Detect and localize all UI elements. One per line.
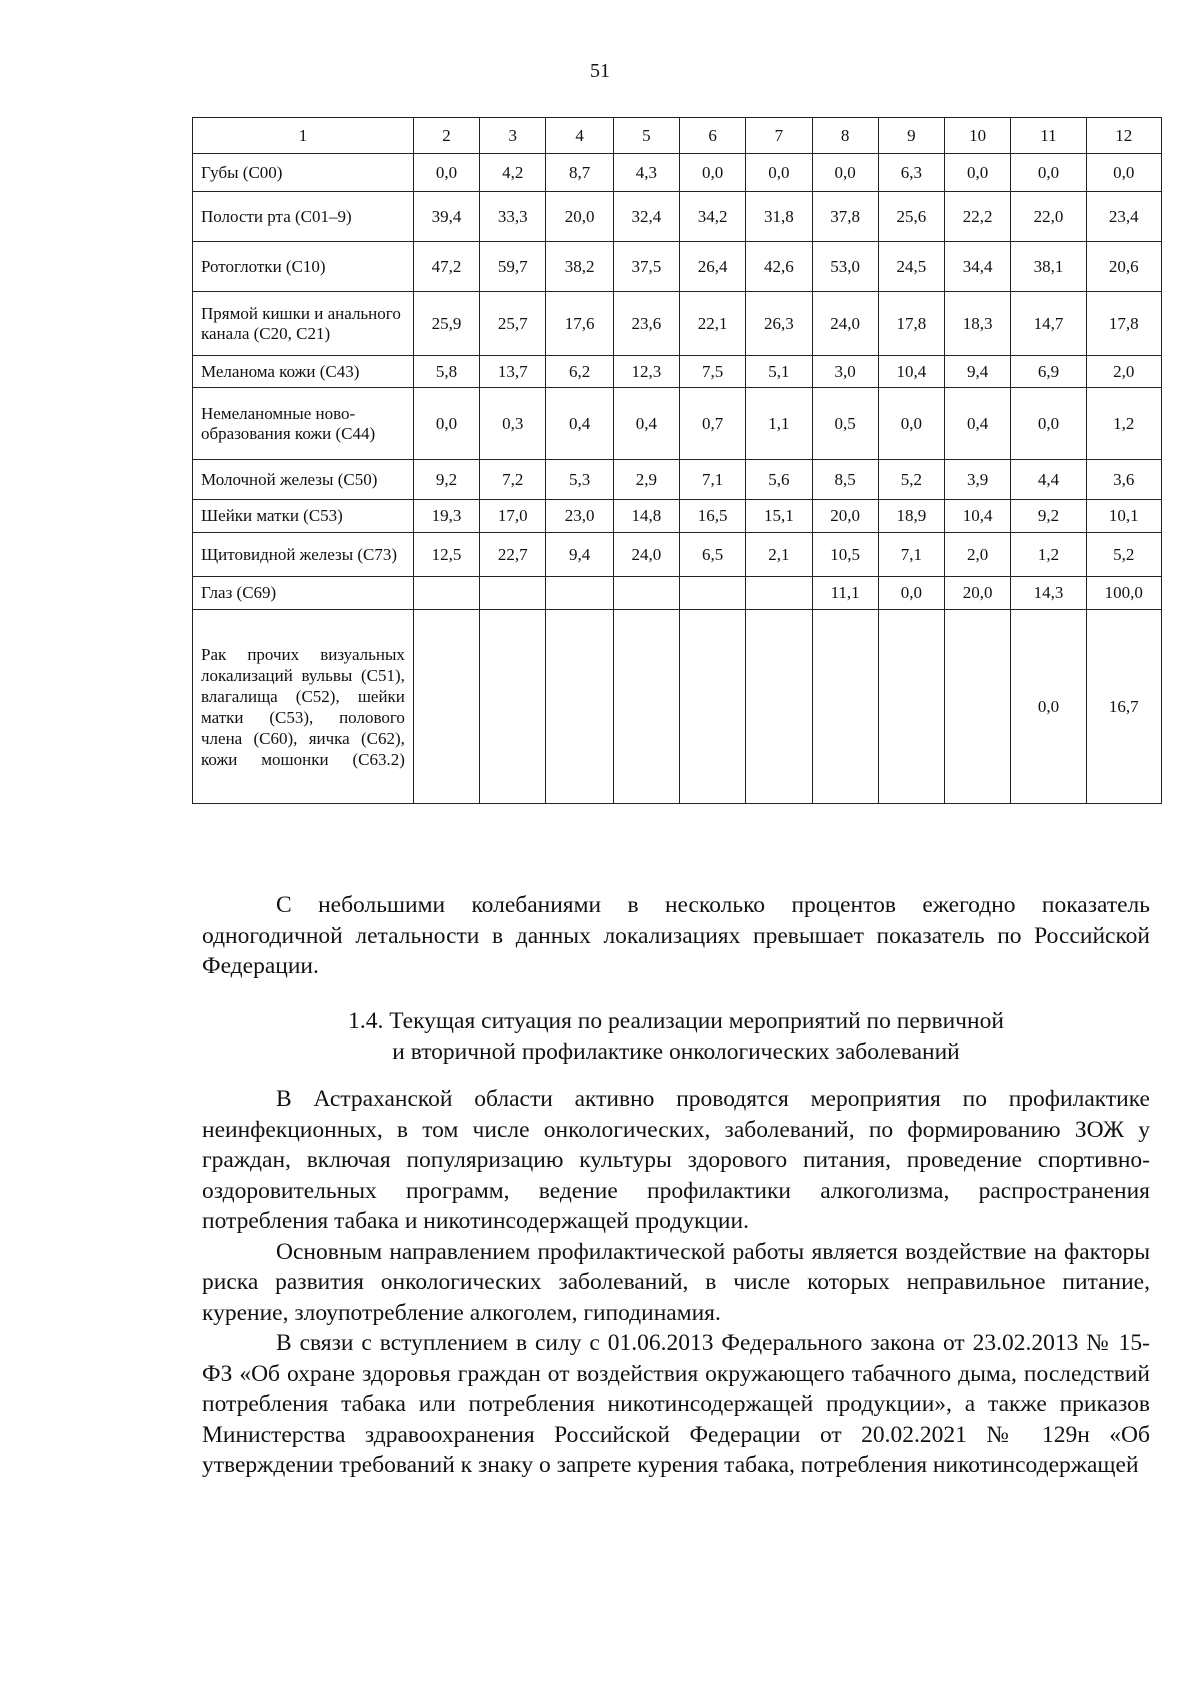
table-cell: 4,4 xyxy=(1011,460,1086,500)
table-cell xyxy=(413,610,479,804)
row-label: Немеланомные ново-образования кожи (С44) xyxy=(193,388,414,460)
table-cell: 10,4 xyxy=(878,356,944,388)
table-cell xyxy=(613,577,679,610)
table-row xyxy=(193,533,1162,577)
table-cell: 47,2 xyxy=(413,242,479,292)
table-cell: 2,0 xyxy=(1086,356,1161,388)
table-cell: 7,1 xyxy=(679,460,745,500)
column-header: 8 xyxy=(812,118,878,154)
paragraph-text: Основным направлением профилактической работы является воздействие на факторы риска развития онкологических заболеваний, в числе которых неправильное питание, курение, злоупотребление алкоголем, гиподинамия. xyxy=(202,1238,1150,1326)
table-cell: 5,2 xyxy=(1086,533,1161,577)
table-cell: 59,7 xyxy=(480,242,546,292)
table-cell: 31,8 xyxy=(746,192,812,242)
row-label: Шейки матки (С53) xyxy=(193,500,414,533)
table-cell xyxy=(546,577,613,610)
table-cell: 0,4 xyxy=(546,388,613,460)
column-header: 2 xyxy=(413,118,479,154)
table-cell: 18,9 xyxy=(878,500,944,533)
table-cell: 6,2 xyxy=(546,356,613,388)
table-cell: 2,1 xyxy=(746,533,812,577)
paragraph-text: В связи с вступлением в силу с 01.06.2013 Федерального закона от 23.02.2013 № 15-ФЗ «Об охране здоровья граждан от воздействия окружающего табачного дыма, последствий потребления табака или потребления никотинсодержащей продукции», а также приказов Министерства здравоохранения Российской Федерации от 20.02.2021 № 129н «Об утверждении требований к знаку о запрете курения табака, потребления никотинсодержащей xyxy=(202,1330,1150,1478)
row-label: Щитовидной железы (С73) xyxy=(193,533,414,577)
table-cell: 17,8 xyxy=(878,292,944,356)
table-cell: 25,6 xyxy=(878,192,944,242)
table-row xyxy=(193,610,1162,804)
table-cell: 20,0 xyxy=(945,577,1011,610)
table-cell: 6,3 xyxy=(878,154,944,192)
table-cell: 2,9 xyxy=(613,460,679,500)
table-cell: 13,7 xyxy=(480,356,546,388)
table-cell: 3,0 xyxy=(812,356,878,388)
table-cell: 100,0 xyxy=(1086,577,1161,610)
page-number: 51 xyxy=(590,60,610,82)
table-cell: 8,7 xyxy=(546,154,613,192)
table-cell: 0,4 xyxy=(613,388,679,460)
table-cell: 53,0 xyxy=(812,242,878,292)
table-cell: 16,7 xyxy=(1086,610,1161,804)
table-cell xyxy=(746,577,812,610)
table-cell: 22,2 xyxy=(945,192,1011,242)
table-cell: 0,0 xyxy=(1011,154,1086,192)
table-cell xyxy=(613,610,679,804)
table-cell: 4,3 xyxy=(613,154,679,192)
table-cell: 25,9 xyxy=(413,292,479,356)
table-cell: 3,6 xyxy=(1086,460,1161,500)
table-cell: 6,9 xyxy=(1011,356,1086,388)
table-cell: 5,6 xyxy=(746,460,812,500)
row-label: Ротоглотки (С10) xyxy=(193,242,414,292)
table-row xyxy=(193,577,1162,610)
table-cell: 0,0 xyxy=(1011,388,1086,460)
row-label: Глаз (С69) xyxy=(193,577,414,610)
table-cell: 23,6 xyxy=(613,292,679,356)
table-cell xyxy=(746,610,812,804)
table-cell: 7,1 xyxy=(878,533,944,577)
table-cell xyxy=(679,577,745,610)
table-cell: 5,2 xyxy=(878,460,944,500)
table-cell: 19,3 xyxy=(413,500,479,533)
table-cell: 34,4 xyxy=(945,242,1011,292)
table-cell: 0,0 xyxy=(812,154,878,192)
table-row xyxy=(193,356,1162,388)
column-header: 10 xyxy=(945,118,1011,154)
table-cell: 3,9 xyxy=(945,460,1011,500)
table-cell: 0,0 xyxy=(679,154,745,192)
table-cell: 0,0 xyxy=(746,154,812,192)
table-cell: 0,3 xyxy=(480,388,546,460)
table-row xyxy=(193,388,1162,460)
table-cell: 38,2 xyxy=(546,242,613,292)
table-cell: 0,5 xyxy=(812,388,878,460)
table-cell xyxy=(480,610,546,804)
table-cell: 0,0 xyxy=(413,388,479,460)
table-cell: 20,0 xyxy=(812,500,878,533)
table-cell: 0,0 xyxy=(945,154,1011,192)
table-cell: 4,2 xyxy=(480,154,546,192)
table-cell: 24,5 xyxy=(878,242,944,292)
section-body xyxy=(202,1084,1150,1481)
table-cell xyxy=(679,610,745,804)
table-cell: 22,7 xyxy=(480,533,546,577)
table-cell: 23,0 xyxy=(546,500,613,533)
section-heading-line-1: 1.4. Текущая ситуация по реализации мероприятий по первичной xyxy=(348,1008,1004,1034)
section-heading xyxy=(202,1006,1150,1067)
row-label: Полости рта (С01–9) xyxy=(193,192,414,242)
table-cell: 7,2 xyxy=(480,460,546,500)
table-cell: 39,4 xyxy=(413,192,479,242)
table-cell: 20,6 xyxy=(1086,242,1161,292)
table-cell xyxy=(945,610,1011,804)
section-heading-line-2: и вторичной профилактике онкологических заболеваний xyxy=(392,1038,960,1065)
table-cell: 10,4 xyxy=(945,500,1011,533)
table-row xyxy=(193,192,1162,242)
table-cell: 10,1 xyxy=(1086,500,1161,533)
table-cell: 26,4 xyxy=(679,242,745,292)
table-cell: 0,7 xyxy=(679,388,745,460)
column-header: 1 xyxy=(193,118,414,154)
table-cell: 17,6 xyxy=(546,292,613,356)
table-row xyxy=(193,242,1162,292)
table-cell: 5,1 xyxy=(746,356,812,388)
table-cell: 0,0 xyxy=(1011,610,1086,804)
table-cell: 33,3 xyxy=(480,192,546,242)
paragraph-text: В Астраханской области активно проводятся мероприятия по профилактике неинфекционных, в том числе онкологических, заболеваний, по формированию ЗОЖ у граждан, включая популяризацию культуры здорового питания, проведение спортивно-оздоровительных программ, ведение профилактики алкоголизма, распространения потребления табака и никотинсодержащей продукции. xyxy=(202,1086,1150,1234)
table-cell: 34,2 xyxy=(679,192,745,242)
row-label: Рак прочих визуальных локализаций вульвы (С51), влагалища (С52), шейки матки (С53), полового члена (С60), яичка (С62), кожи мошонки (С63.2) xyxy=(193,610,414,804)
table-cell: 15,1 xyxy=(746,500,812,533)
table-cell: 9,4 xyxy=(546,533,613,577)
column-header: 4 xyxy=(546,118,613,154)
table-cell xyxy=(546,610,613,804)
row-label: Губы (С00) xyxy=(193,154,414,192)
table-cell: 32,4 xyxy=(613,192,679,242)
table-row xyxy=(193,460,1162,500)
table-cell: 37,8 xyxy=(812,192,878,242)
table-cell: 1,1 xyxy=(746,388,812,460)
table-cell: 25,7 xyxy=(480,292,546,356)
table-cell: 24,0 xyxy=(812,292,878,356)
table-cell xyxy=(413,577,479,610)
table-cell: 9,4 xyxy=(945,356,1011,388)
table-cell: 5,8 xyxy=(413,356,479,388)
table-row xyxy=(193,154,1162,192)
paragraph-text: С небольшими колебаниями в несколько процентов ежегодно показатель одногодичной летальности в данных локализациях превышает показатель по Российской Федерации. xyxy=(202,892,1150,979)
mortality-table xyxy=(192,117,1162,804)
table-cell: 0,0 xyxy=(878,577,944,610)
table-cell: 22,0 xyxy=(1011,192,1086,242)
table-cell: 26,3 xyxy=(746,292,812,356)
table-cell xyxy=(878,610,944,804)
table-header-row xyxy=(193,118,1162,154)
table-cell: 11,1 xyxy=(812,577,878,610)
table-cell: 8,5 xyxy=(812,460,878,500)
table-cell: 12,3 xyxy=(613,356,679,388)
paragraph-summary xyxy=(202,890,1150,982)
column-header: 7 xyxy=(746,118,812,154)
table-cell: 6,5 xyxy=(679,533,745,577)
column-header: 12 xyxy=(1086,118,1161,154)
column-header: 5 xyxy=(613,118,679,154)
table-cell: 16,5 xyxy=(679,500,745,533)
table-cell: 0,0 xyxy=(413,154,479,192)
table-cell: 42,6 xyxy=(746,242,812,292)
column-header: 3 xyxy=(480,118,546,154)
table-cell: 1,2 xyxy=(1011,533,1086,577)
row-label: Меланома кожи (С43) xyxy=(193,356,414,388)
column-header: 11 xyxy=(1011,118,1086,154)
table-cell: 20,0 xyxy=(546,192,613,242)
column-header: 6 xyxy=(679,118,745,154)
column-header: 9 xyxy=(878,118,944,154)
table-cell: 0,4 xyxy=(945,388,1011,460)
table-cell: 0,0 xyxy=(878,388,944,460)
table-cell: 17,0 xyxy=(480,500,546,533)
table-cell: 7,5 xyxy=(679,356,745,388)
table-cell: 23,4 xyxy=(1086,192,1161,242)
table-cell: 5,3 xyxy=(546,460,613,500)
row-label: Молочной железы (С50) xyxy=(193,460,414,500)
table-cell: 1,2 xyxy=(1086,388,1161,460)
table-cell: 24,0 xyxy=(613,533,679,577)
table-cell: 2,0 xyxy=(945,533,1011,577)
row-label: Прямой кишки и анального канала (С20, С21) xyxy=(193,292,414,356)
table-cell: 22,1 xyxy=(679,292,745,356)
table-cell: 17,8 xyxy=(1086,292,1161,356)
table-row xyxy=(193,500,1162,533)
table-cell: 14,8 xyxy=(613,500,679,533)
table-cell: 10,5 xyxy=(812,533,878,577)
table-cell: 9,2 xyxy=(413,460,479,500)
table-cell: 18,3 xyxy=(945,292,1011,356)
table-cell: 38,1 xyxy=(1011,242,1086,292)
table-row xyxy=(193,292,1162,356)
table-cell xyxy=(812,610,878,804)
table-cell: 12,5 xyxy=(413,533,479,577)
table-cell xyxy=(480,577,546,610)
table-cell: 14,7 xyxy=(1011,292,1086,356)
table-cell: 14,3 xyxy=(1011,577,1086,610)
table-cell: 0,0 xyxy=(1086,154,1161,192)
table-cell: 9,2 xyxy=(1011,500,1086,533)
table-cell: 37,5 xyxy=(613,242,679,292)
